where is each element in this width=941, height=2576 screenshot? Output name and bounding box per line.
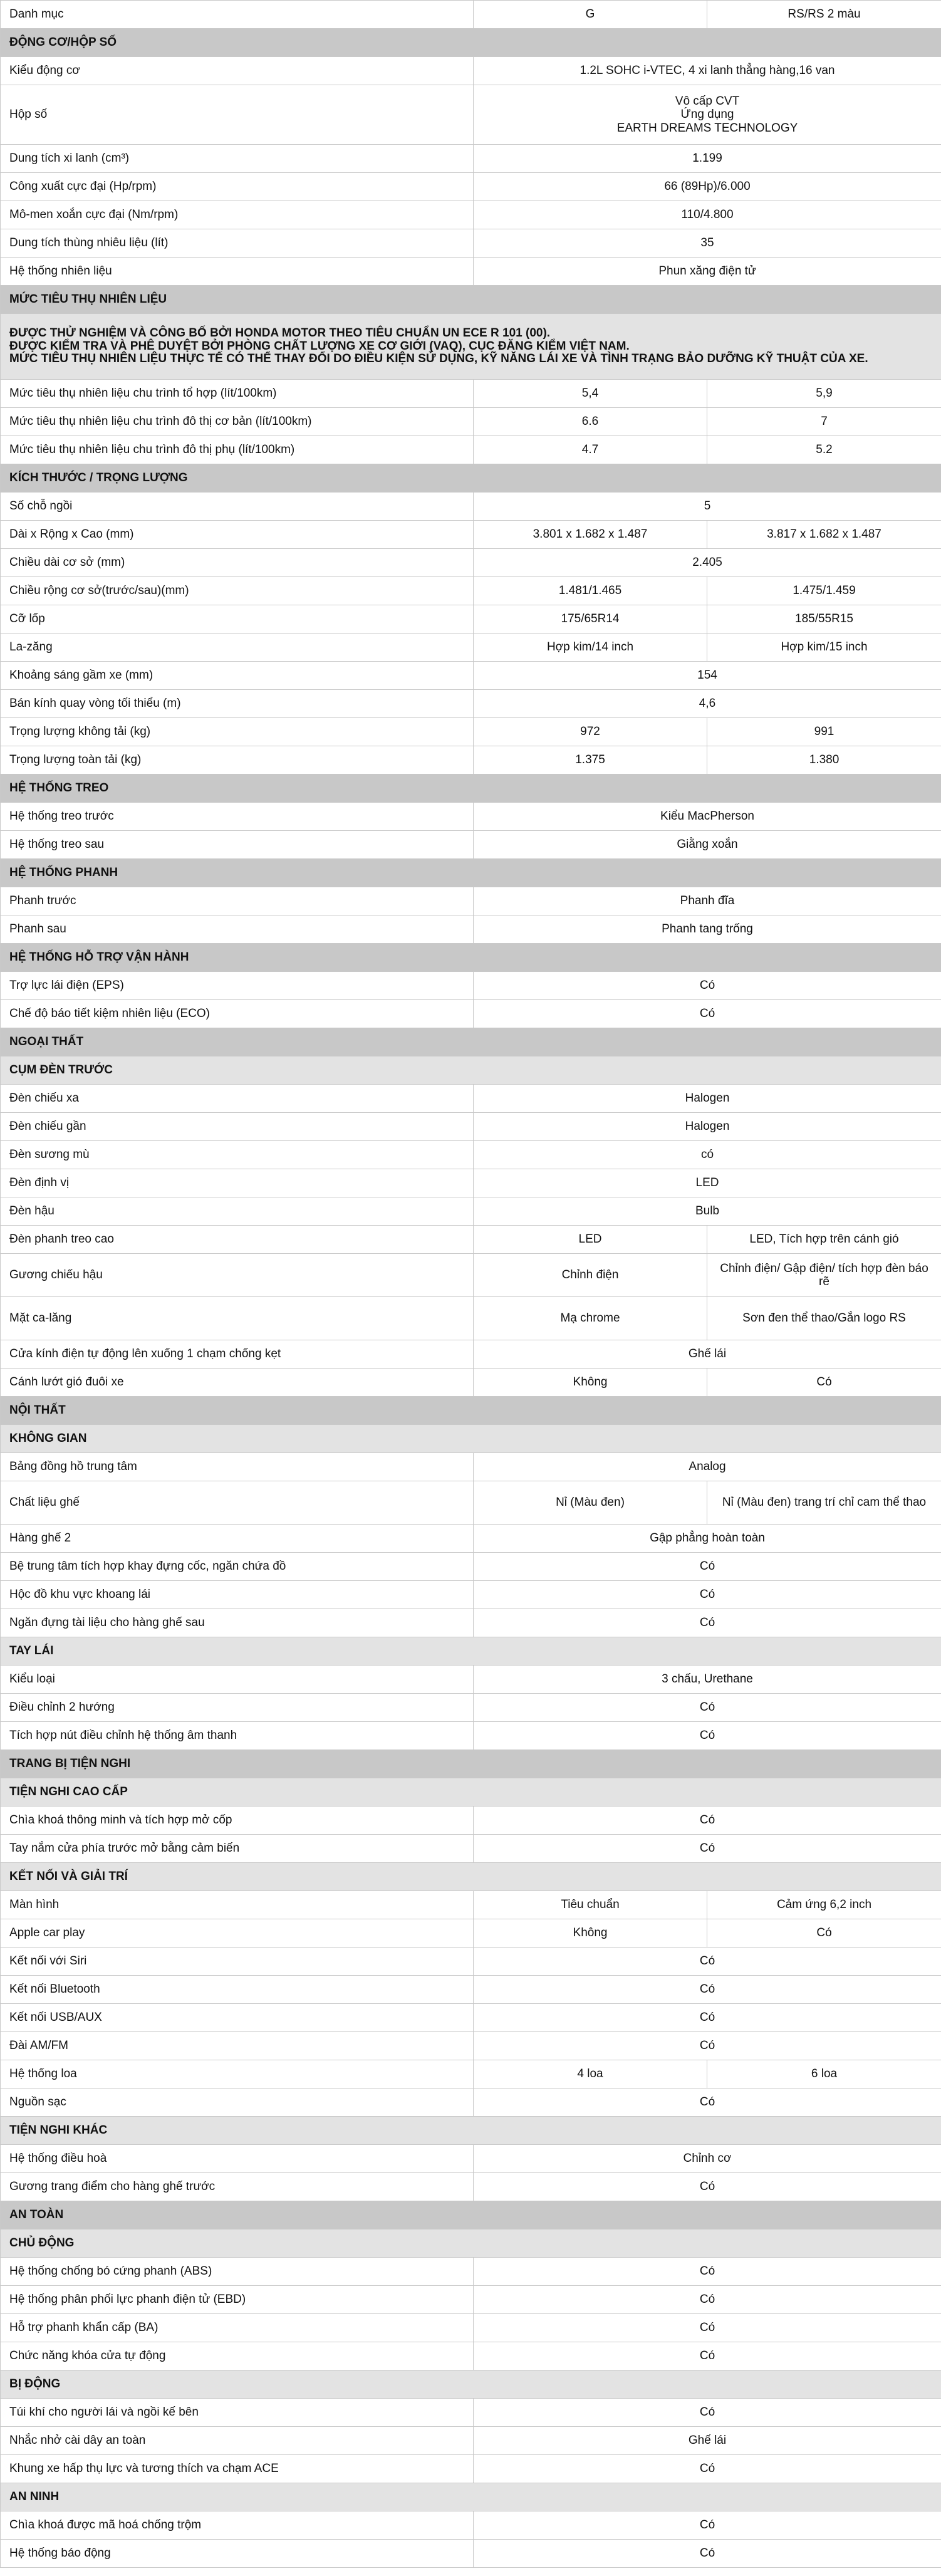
spec-value-shared: Có — [474, 1976, 941, 2004]
spec-row — [1, 229, 941, 258]
spec-row — [1, 605, 941, 634]
spec-label: Hệ thống treo trước — [1, 803, 474, 831]
spec-label: Khoảng sáng gầm xe (mm) — [1, 662, 474, 690]
section-header-row — [1, 1397, 941, 1425]
spec-value-shared: Có — [474, 2511, 941, 2540]
section-header-row — [1, 464, 941, 493]
subsection-header-row — [1, 1637, 941, 1666]
spec-label: Gương chiếu hậu — [1, 1254, 474, 1297]
spec-value-shared: 3 chấu, Urethane — [474, 1666, 941, 1694]
spec-value-shared: Vô cấp CVT Ứng dụng EARTH DREAMS TECHNOLOGY — [474, 85, 941, 145]
section-header-row — [1, 1028, 941, 1056]
spec-value-rs: 7 — [707, 408, 941, 436]
spec-label: Cửa kính điện tự động lên xuống 1 chạm chống kẹt — [1, 1340, 474, 1369]
spec-table-body — [1, 29, 941, 2568]
disclaimer-row — [1, 314, 941, 380]
spec-value-rs: Có — [707, 1919, 941, 1948]
spec-row — [1, 2511, 941, 2540]
spec-value-shared: Có — [474, 2342, 941, 2370]
spec-row — [1, 2088, 941, 2117]
spec-value-g: LED — [474, 1226, 707, 1254]
spec-row — [1, 2314, 941, 2342]
spec-row — [1, 2145, 941, 2173]
spec-row — [1, 718, 941, 746]
spec-value-g: Mạ chrome — [474, 1297, 707, 1340]
spec-label: Cỡ lốp — [1, 605, 474, 634]
spec-row — [1, 145, 941, 173]
spec-value-rs: Nỉ (Màu đen) trang trí chỉ cam thể thao — [707, 1481, 941, 1525]
spec-label: Cánh lướt gió đuôi xe — [1, 1369, 474, 1397]
subsection-header-row — [1, 2229, 941, 2258]
spec-value-shared: có — [474, 1141, 941, 1169]
spec-label: Ngăn đựng tài liệu cho hàng ghế sau — [1, 1609, 474, 1637]
spec-row — [1, 521, 941, 549]
spec-label: Gương trang điểm cho hàng ghế trước — [1, 2173, 474, 2201]
spec-value-shared: Có — [474, 2455, 941, 2483]
spec-value-rs: 3.817 x 1.682 x 1.487 — [707, 521, 941, 549]
spec-label: Đèn chiếu gần — [1, 1113, 474, 1141]
spec-label: Trợ lực lái điện (EPS) — [1, 972, 474, 1000]
spec-row — [1, 493, 941, 521]
spec-row — [1, 1141, 941, 1169]
spec-row — [1, 915, 941, 944]
spec-label: Phanh sau — [1, 915, 474, 944]
section-title: KẾT NỐI VÀ GIẢI TRÍ — [1, 1863, 941, 1891]
spec-label: Số chỗ ngồi — [1, 493, 474, 521]
spec-value-shared: Phanh đĩa — [474, 887, 941, 915]
spec-label: Chìa khoá thông minh và tích hợp mở cốp — [1, 1807, 474, 1835]
spec-value-shared: Kiểu MacPherson — [474, 803, 941, 831]
spec-row — [1, 1835, 941, 1863]
spec-value-shared: 1.2L SOHC i-VTEC, 4 xi lanh thẳng hàng,16 van — [474, 57, 941, 85]
spec-value-g: Không — [474, 1919, 707, 1948]
section-title: HỆ THỐNG PHANH — [1, 859, 941, 887]
spec-value-g: Không — [474, 1369, 707, 1397]
section-header-row — [1, 2201, 941, 2229]
spec-label: Kết nối với Siri — [1, 1948, 474, 1976]
spec-label: La-zăng — [1, 634, 474, 662]
spec-label: Mức tiêu thụ nhiên liệu chu trình tổ hợp (lít/100km) — [1, 380, 474, 408]
spec-value-shared: Có — [474, 1807, 941, 1835]
spec-row — [1, 258, 941, 286]
section-title: NỘI THẤT — [1, 1397, 941, 1425]
spec-row — [1, 57, 941, 85]
spec-row — [1, 85, 941, 145]
spec-label: Nguồn sạc — [1, 2088, 474, 2117]
section-title: HỆ THỐNG TREO — [1, 774, 941, 803]
subsection-header-row — [1, 2117, 941, 2145]
spec-label: Hỗ trợ phanh khẩn cấp (BA) — [1, 2314, 474, 2342]
spec-label: Tích hợp nút điều chỉnh hệ thống âm thanh — [1, 1722, 474, 1750]
spec-value-rs: Chỉnh điện/ Gập điện/ tích hợp đèn báo rẽ — [707, 1254, 941, 1297]
section-header-row — [1, 859, 941, 887]
spec-row — [1, 1976, 941, 2004]
spec-label: Kết nối Bluetooth — [1, 1976, 474, 2004]
spec-label: Bảng đồng hồ trung tâm — [1, 1453, 474, 1481]
section-title: TIỆN NGHI CAO CẤP — [1, 1778, 941, 1807]
subsection-header-row — [1, 1863, 941, 1891]
header-variant-g: G — [474, 1, 707, 29]
spec-label: Màn hình — [1, 1891, 474, 1919]
spec-value-shared: 110/4.800 — [474, 201, 941, 229]
spec-label: Nhắc nhở cài dây an toàn — [1, 2427, 474, 2455]
spec-label: Hệ thống loa — [1, 2060, 474, 2088]
spec-value-shared: Có — [474, 1835, 941, 1863]
spec-value-rs: LED, Tích hợp trên cánh gió — [707, 1226, 941, 1254]
spec-label: Kết nối USB/AUX — [1, 2004, 474, 2032]
spec-row — [1, 1197, 941, 1226]
spec-row — [1, 1609, 941, 1637]
spec-label: Chìa khoá được mã hoá chống trộm — [1, 2511, 474, 2540]
spec-value-shared: Phanh tang trống — [474, 915, 941, 944]
spec-value-rs: 5,9 — [707, 380, 941, 408]
spec-value-g: Chỉnh điện — [474, 1254, 707, 1297]
spec-row — [1, 1254, 941, 1297]
spec-label: Mô-men xoắn cực đại (Nm/rpm) — [1, 201, 474, 229]
spec-row — [1, 1113, 941, 1141]
spec-value-shared: 66 (89Hp)/6.000 — [474, 173, 941, 201]
spec-value-rs: Cảm ứng 6,2 inch — [707, 1891, 941, 1919]
spec-value-shared: Có — [474, 2286, 941, 2314]
spec-row — [1, 436, 941, 464]
spec-value-shared: Phun xăng điện tử — [474, 258, 941, 286]
spec-value-g: 1.375 — [474, 746, 707, 774]
spec-label: Mức tiêu thụ nhiên liệu chu trình đô thị phụ (lít/100km) — [1, 436, 474, 464]
spec-row — [1, 1807, 941, 1835]
spec-value-g: 5,4 — [474, 380, 707, 408]
spec-label: Đài AM/FM — [1, 2032, 474, 2060]
spec-value-rs: 991 — [707, 718, 941, 746]
spec-value-shared: LED — [474, 1169, 941, 1197]
section-title: NGOẠI THẤT — [1, 1028, 941, 1056]
spec-value-shared: 4,6 — [474, 690, 941, 718]
spec-value-g: Tiêu chuẩn — [474, 1891, 707, 1919]
spec-row — [1, 1453, 941, 1481]
spec-value-shared: Ghế lái — [474, 1340, 941, 1369]
section-title: KÍCH THƯỚC / TRỌNG LƯỢNG — [1, 464, 941, 493]
spec-value-rs: Có — [707, 1369, 941, 1397]
spec-value-shared: Có — [474, 2314, 941, 2342]
header-variant-rs: RS/RS 2 màu — [707, 1, 941, 29]
spec-value-shared: Có — [474, 1948, 941, 1976]
spec-value-shared: Halogen — [474, 1113, 941, 1141]
spec-value-shared: Có — [474, 1553, 941, 1581]
spec-label: Hàng ghế 2 — [1, 1525, 474, 1553]
spec-value-shared: Có — [474, 2088, 941, 2117]
spec-value-shared: Có — [474, 2032, 941, 2060]
spec-label: Đèn định vị — [1, 1169, 474, 1197]
spec-label: Công xuất cực đại (Hp/rpm) — [1, 173, 474, 201]
spec-row — [1, 1000, 941, 1028]
spec-label: Chiều rộng cơ sở(trước/sau)(mm) — [1, 577, 474, 605]
spec-row — [1, 634, 941, 662]
spec-row — [1, 2032, 941, 2060]
spec-row — [1, 831, 941, 859]
section-title: BỊ ĐỘNG — [1, 2370, 941, 2399]
section-header-row — [1, 286, 941, 314]
spec-row — [1, 2455, 941, 2483]
spec-label: Mức tiêu thụ nhiên liệu chu trình đô thị cơ bản (lít/100km) — [1, 408, 474, 436]
spec-label: Tay nắm cửa phía trước mở bằng cảm biến — [1, 1835, 474, 1863]
table-header-row — [1, 1, 941, 29]
spec-label: Trọng lượng toàn tải (kg) — [1, 746, 474, 774]
spec-row — [1, 2173, 941, 2201]
spec-row — [1, 662, 941, 690]
spec-label: Bệ trung tâm tích hợp khay đựng cốc, ngăn chứa đồ — [1, 1553, 474, 1581]
spec-value-rs: 1.475/1.459 — [707, 577, 941, 605]
spec-label: Chất liệu ghế — [1, 1481, 474, 1525]
spec-label: Phanh trước — [1, 887, 474, 915]
spec-row — [1, 2258, 941, 2286]
spec-value-shared: Halogen — [474, 1085, 941, 1113]
spec-value-rs: Sơn đen thể thao/Gắn logo RS — [707, 1297, 941, 1340]
section-title: AN TOÀN — [1, 2201, 941, 2229]
spec-label: Hộp số — [1, 85, 474, 145]
spec-row — [1, 1297, 941, 1340]
spec-label: Đèn hậu — [1, 1197, 474, 1226]
spec-label: Đèn phanh treo cao — [1, 1226, 474, 1254]
spec-value-g: Hợp kim/14 inch — [474, 634, 707, 662]
spec-label: Hệ thống báo động — [1, 2540, 474, 2568]
spec-label: Đèn sương mù — [1, 1141, 474, 1169]
spec-label: Chiều dài cơ sở (mm) — [1, 549, 474, 577]
spec-value-shared: Có — [474, 1609, 941, 1637]
spec-row — [1, 887, 941, 915]
spec-label: Kiểu loại — [1, 1666, 474, 1694]
subsection-header-row — [1, 1778, 941, 1807]
section-header-row — [1, 1750, 941, 1778]
spec-value-shared: Có — [474, 2540, 941, 2568]
subsection-header-row — [1, 1425, 941, 1453]
spec-row — [1, 2399, 941, 2427]
section-title: MỨC TIÊU THỤ NHIÊN LIỆU — [1, 286, 941, 314]
spec-label: Chức năng khóa cửa tự động — [1, 2342, 474, 2370]
spec-label: Dung tích thùng nhiêu liệu (lít) — [1, 229, 474, 258]
disclaimer-text: ĐƯỢC THỬ NGHIỆM VÀ CÔNG BỐ BỞI HONDA MOTOR THEO TIÊU CHUẨN UN ECE R 101 (00). ĐƯỢC KIỂM TRA VÀ PHÊ DUYỆT BỞI PHÒNG CHẤT LƯỢNG XE CƠ GIỚI (VAQ), CỤC ĐĂNG KIỂM VIỆT NAM. MỨC TIÊU THỤ NHIÊN LIỆU THỰC TẾ CÓ THỂ THAY ĐỔI DO ĐIỀU KIỆN SỬ DỤNG, KỸ NĂNG LÁI XE VÀ TÌNH TRẠNG BẢO DƯỠNG KỸ THUẬT CỦA XE. — [1, 314, 941, 380]
spec-row — [1, 1581, 941, 1609]
spec-label: Dài x Rộng x Cao (mm) — [1, 521, 474, 549]
spec-value-shared: Ghế lái — [474, 2427, 941, 2455]
section-title: HỆ THỐNG HỖ TRỢ VẬN HÀNH — [1, 944, 941, 972]
spec-value-shared: 35 — [474, 229, 941, 258]
spec-row — [1, 1340, 941, 1369]
spec-row — [1, 803, 941, 831]
spec-value-shared: 154 — [474, 662, 941, 690]
spec-label: Đèn chiếu xa — [1, 1085, 474, 1113]
section-title: AN NINH — [1, 2483, 941, 2511]
spec-row — [1, 2060, 941, 2088]
spec-value-g: Nỉ (Màu đen) — [474, 1481, 707, 1525]
spec-value-shared: Có — [474, 2258, 941, 2286]
spec-value-g: 1.481/1.465 — [474, 577, 707, 605]
spec-value-g: 972 — [474, 718, 707, 746]
spec-row — [1, 2004, 941, 2032]
spec-value-shared: 1.199 — [474, 145, 941, 173]
spec-label: Trọng lượng không tải (kg) — [1, 718, 474, 746]
spec-row — [1, 408, 941, 436]
spec-value-g: 175/65R14 — [474, 605, 707, 634]
spec-value-shared: Có — [474, 1000, 941, 1028]
section-title: TRANG BỊ TIỆN NGHI — [1, 1750, 941, 1778]
spec-label: Kiểu động cơ — [1, 57, 474, 85]
spec-row — [1, 549, 941, 577]
spec-row — [1, 380, 941, 408]
section-title: CHỦ ĐỘNG — [1, 2229, 941, 2258]
spec-row — [1, 201, 941, 229]
spec-value-shared: Bulb — [474, 1197, 941, 1226]
spec-value-rs: 185/55R15 — [707, 605, 941, 634]
spec-row — [1, 2540, 941, 2568]
spec-value-rs: 1.380 — [707, 746, 941, 774]
spec-label: Khung xe hấp thụ lực và tương thích va chạm ACE — [1, 2455, 474, 2483]
spec-row — [1, 690, 941, 718]
spec-value-g: 6.6 — [474, 408, 707, 436]
spec-row — [1, 1948, 941, 1976]
spec-row — [1, 1525, 941, 1553]
spec-value-g: 4 loa — [474, 2060, 707, 2088]
spec-label: Hộc đồ khu vực khoang lái — [1, 1581, 474, 1609]
spec-label: Hệ thống điều hoà — [1, 2145, 474, 2173]
spec-row — [1, 1694, 941, 1722]
section-title: CỤM ĐÈN TRƯỚC — [1, 1056, 941, 1085]
spec-row — [1, 2427, 941, 2455]
spec-row — [1, 2286, 941, 2314]
header-category: Danh mục — [1, 1, 474, 29]
spec-row — [1, 1169, 941, 1197]
spec-value-shared: Gập phẳng hoàn toàn — [474, 1525, 941, 1553]
subsection-header-row — [1, 2483, 941, 2511]
spec-label: Hệ thống nhiên liệu — [1, 258, 474, 286]
spec-value-shared: Có — [474, 2399, 941, 2427]
spec-value-rs: Hợp kim/15 inch — [707, 634, 941, 662]
subsection-header-row — [1, 2370, 941, 2399]
spec-row — [1, 1919, 941, 1948]
spec-label: Mặt ca-lăng — [1, 1297, 474, 1340]
spec-label: Bán kính quay vòng tối thiểu (m) — [1, 690, 474, 718]
spec-label: Hệ thống treo sau — [1, 831, 474, 859]
spec-row — [1, 2342, 941, 2370]
spec-value-shared: Có — [474, 2173, 941, 2201]
spec-label: Hệ thống phân phối lực phanh điện tử (EBD) — [1, 2286, 474, 2314]
section-title: TIỆN NGHI KHÁC — [1, 2117, 941, 2145]
spec-label: Hệ thống chống bó cứng phanh (ABS) — [1, 2258, 474, 2286]
spec-value-shared: Giằng xoắn — [474, 831, 941, 859]
spec-label: Túi khí cho người lái và ngồi kế bên — [1, 2399, 474, 2427]
spec-value-shared: 2.405 — [474, 549, 941, 577]
section-header-row — [1, 944, 941, 972]
spec-value-g: 4.7 — [474, 436, 707, 464]
spec-row — [1, 1722, 941, 1750]
spec-row — [1, 1369, 941, 1397]
spec-row — [1, 1481, 941, 1525]
spec-row — [1, 972, 941, 1000]
spec-value-rs: 6 loa — [707, 2060, 941, 2088]
spec-label: Chế độ báo tiết kiệm nhiên liệu (ECO) — [1, 1000, 474, 1028]
spec-row — [1, 1553, 941, 1581]
spec-row — [1, 1666, 941, 1694]
spec-value-rs: 5.2 — [707, 436, 941, 464]
spec-row — [1, 173, 941, 201]
spec-value-shared: Có — [474, 1581, 941, 1609]
spec-value-shared: Chỉnh cơ — [474, 2145, 941, 2173]
spec-value-shared: 5 — [474, 493, 941, 521]
spec-label: Điều chỉnh 2 hướng — [1, 1694, 474, 1722]
spec-row — [1, 746, 941, 774]
spec-value-shared: Có — [474, 972, 941, 1000]
section-header-row — [1, 29, 941, 57]
spec-value-shared: Có — [474, 1722, 941, 1750]
section-title: KHÔNG GIAN — [1, 1425, 941, 1453]
spec-value-g: 3.801 x 1.682 x 1.487 — [474, 521, 707, 549]
section-header-row — [1, 774, 941, 803]
spec-row — [1, 1085, 941, 1113]
section-title: ĐỘNG CƠ/HỘP SỐ — [1, 29, 941, 57]
spec-label: Dung tích xi lanh (cm³) — [1, 145, 474, 173]
subsection-header-row — [1, 1056, 941, 1085]
spec-value-shared: Analog — [474, 1453, 941, 1481]
spec-value-shared: Có — [474, 2004, 941, 2032]
spec-value-shared: Có — [474, 1694, 941, 1722]
section-title: TAY LÁI — [1, 1637, 941, 1666]
spec-row — [1, 1226, 941, 1254]
spec-label: Apple car play — [1, 1919, 474, 1948]
spec-row — [1, 577, 941, 605]
spec-row — [1, 1891, 941, 1919]
